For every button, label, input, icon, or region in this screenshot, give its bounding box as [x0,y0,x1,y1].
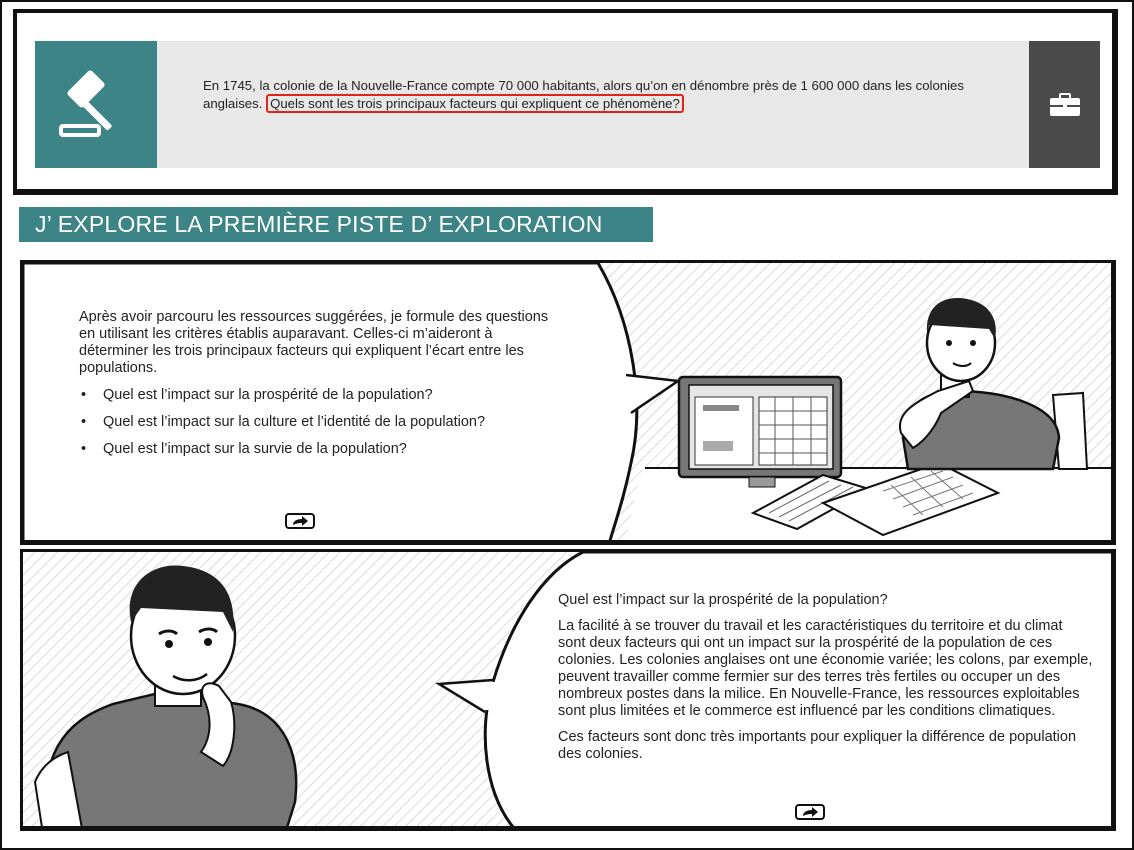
intro-text: En 1745, la colonie de la Nouvelle-France compte 70 000 habitants, alors qu’on en dénombre près de 1 600 000 dans les colonies anglaises. [203,78,964,111]
highlighted-question: Quels sont les trois principaux facteurs qui expliquent ce phénomène? [266,94,684,113]
question-survival: Quel est l’impact sur la survie de la population? [103,441,407,457]
bullet-symbol: • [81,414,87,430]
question-list [79,387,559,458]
header-bar [35,41,1100,168]
next-arrow-button[interactable] [795,804,825,820]
arrow-right-icon [800,806,820,818]
computer-monitor [679,377,841,487]
intro-paragraph [203,77,993,113]
bullet-symbol: • [81,441,87,457]
panel-2-question: Quel est l’impact sur la prospérité de la population? [558,592,888,608]
section-title: J’ EXPLORE LA PREMIÈRE PISTE D’ EXPLORATION [19,207,653,242]
question-prosperity: Quel est l’impact sur la prospérité de la population? [103,387,433,403]
panel-2-conclusion: Ces facteurs sont donc très importants pour expliquer la différence de population des colonies. [558,729,1077,762]
list-item [79,414,559,431]
bullet-symbol: • [81,387,87,403]
question-culture: Quel est l’impact sur la culture et l’identité de la population? [103,414,486,430]
list-item [79,387,559,404]
panel-2-text [558,592,1093,772]
header-panel [13,9,1118,195]
gavel-tile [35,41,157,168]
panel-1-paragraph: Après avoir parcouru les ressources suggérées, je formule des questions en utilisant les critères établis auparavant. Celles-ci m’aideront à déterminer les trois principaux facteurs qui expliquent l’écart entre les populations. [79,309,549,376]
next-arrow-button[interactable] [285,513,315,529]
list-item [79,441,559,458]
briefcase-icon [1049,93,1081,117]
briefcase-button[interactable] [1029,41,1100,168]
panel-2-answer: La facilité à se trouver du travail et les caractéristiques du territoire et du climat sont deux facteurs qui ont un impact sur la prospérité de la population de ces colonies. Les colonies anglaises ont une économie variée; les colons, par exemple, peuvent travailler comme fermier sur des terres très fertiles ou occuper un des nombreux postes dans la milice. En Nouvelle-France, les ressources exploitables sont plus limitées et le commerce est influencé par les conditions climatiques. [558,618,1093,719]
arrow-right-icon [290,515,310,527]
panel-1-text [79,309,559,468]
comic-panel-1 [20,260,1116,545]
gavel-icon [57,66,135,144]
comic-panel-2 [20,549,1116,831]
